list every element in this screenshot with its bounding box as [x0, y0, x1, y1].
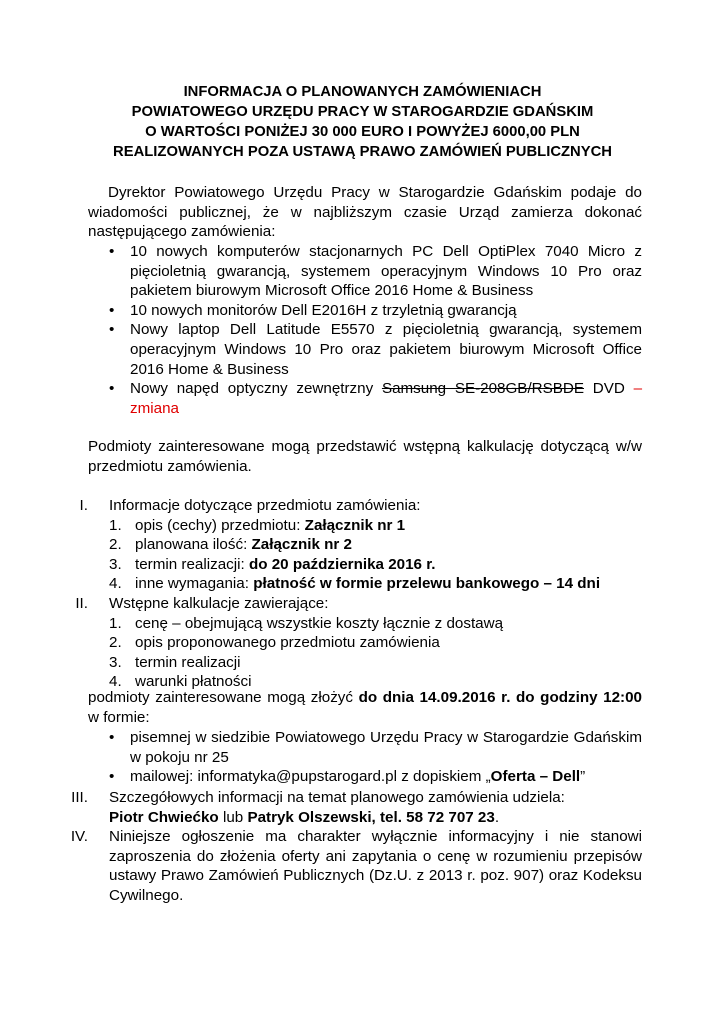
item-number: 1. [109, 614, 122, 632]
section-heading: Wstępne kalkulacje zawierające: [109, 595, 329, 612]
document-title [60, 82, 665, 162]
order-items-list [109, 242, 642, 418]
submission-deadline: do dnia 14.09.2016 r. do godziny 12:00 [358, 689, 642, 706]
submission-prefix: podmioty zainteresowane mogą złożyć [88, 689, 359, 706]
submission-form-item: • pisemnej w siedzibie Powiatowego Urzędu Pracy w Starogardzie Gdańskim w pokoju nr 25 [109, 728, 642, 767]
numbered-item [109, 574, 642, 594]
title-line: POWIATOWEGO URZĘDU PRACY W STAROGARDZIE GDAŃSKIM [131, 104, 594, 120]
item-number: 3. [109, 653, 122, 671]
contact-person: Patryk Olszewski [247, 808, 372, 826]
item-label: cenę – obejmującą wszystkie koszty łącznie z dostawą [135, 614, 504, 632]
order-item-prefix: Nowy napęd optyczny zewnętrzny [130, 380, 382, 398]
order-item: • Nowy laptop Dell Latitude E5570 z pięcioletnią gwarancją, systemem operacyjnym Windows 10 Pro oraz pakietem biurowym Microsoft Office 2016 Home & Business [109, 320, 642, 379]
item-label: opis proponowanego przedmiotu zamówienia [135, 634, 440, 652]
item-number: 3. [109, 555, 122, 573]
contact-phone: , tel. 58 72 707 23 [371, 808, 495, 826]
order-item-middle: DVD [584, 380, 634, 398]
section-numeral: III. [71, 789, 88, 806]
interest-paragraph: Podmioty zainteresowane mogą przedstawić wstępną kalkulację dotyczącą w/w przedmiotu zamówienia. [88, 438, 642, 475]
order-item [109, 379, 642, 418]
item-number: 2. [109, 634, 122, 652]
section-body [109, 594, 642, 692]
submission-paragraph [88, 688, 642, 727]
intro-paragraph: Dyrektor Powiatowego Urzędu Pracy w Starogardzie Gdańskim podaje do wiadomości publicznej, że w najbliższym czasie Urząd zamierza dokonać następującego zamówienia: [88, 184, 642, 241]
item-number: 4. [109, 575, 122, 593]
struck-model: Samsung SE-208GB/RSBDE [381, 380, 584, 398]
numbered-item [109, 653, 642, 673]
item-label: termin realizacji [135, 653, 241, 671]
numbered-item [109, 535, 642, 555]
section-numeral: IV. [70, 828, 88, 845]
contact-person: Piotr Chwiećko [109, 808, 219, 826]
email-subject: Oferta – Dell [490, 768, 581, 786]
section-body [109, 496, 642, 594]
numbered-item [109, 614, 642, 634]
item-number: 2. [109, 536, 122, 554]
change-note: – zmiana [130, 380, 643, 417]
email-prefix: mailowej: informatyka@pupstarogard.pl z dopiskiem „ [130, 768, 491, 786]
contact-line [109, 808, 642, 828]
numbered-item [109, 633, 642, 653]
section-heading: Szczegółowych informacji na temat planowego zamówienia udziela: [109, 789, 565, 806]
item-label: termin realizacji: [135, 555, 249, 573]
email-suffix: ” [580, 768, 586, 786]
item-label: warunki płatności [135, 673, 252, 691]
title-line: REALIZOWANYCH POZA USTAWĄ PRAWO ZAMÓWIEŃ PUBLICZNYCH [113, 144, 612, 160]
section-numeral: II. [75, 595, 88, 612]
section-body: Niniejsze ogłoszenie ma charakter wyłącznie informacyjny i nie stanowi zaproszenia do złożenia oferty ani zapytania o cenę w rozumieniu przepisów ustawy Prawo Zamówień Publicznych (Dz.U. z 2013 r. poz. 907) oraz Kodeksu Cywilnego. [109, 828, 642, 904]
order-item: • 10 nowych monitorów Dell E2016H z trzyletnią gwarancją [109, 301, 642, 321]
numbered-item [109, 555, 642, 575]
item-value: płatność w formie przelewu bankowego – 14 dni [253, 575, 601, 593]
numbered-item [109, 516, 642, 536]
submission-suffix: w formie: [88, 708, 150, 726]
title-line: INFORMACJA O PLANOWANYCH ZAMÓWIENIACH [183, 84, 542, 100]
section-body [109, 788, 642, 827]
title-line: O WARTOŚCI PONIŻEJ 30 000 EURO I POWYŻEJ 6000,00 PLN [145, 124, 580, 140]
item-number: 1. [109, 516, 122, 534]
submission-forms-list [109, 728, 642, 787]
item-number: 4. [109, 673, 122, 691]
section-numeral: I. [79, 497, 88, 514]
contact-or: lub [218, 808, 248, 826]
item-label: inne wymagania: [135, 575, 254, 593]
item-label: planowana ilość: [135, 536, 252, 554]
item-value: Załącznik nr 1 [304, 516, 406, 534]
item-label: opis (cechy) przedmiotu: [135, 516, 305, 534]
submission-form-item [109, 767, 642, 787]
item-value: do 20 października 2016 r. [248, 555, 436, 573]
contact-dot: . [494, 808, 500, 826]
item-value: Załącznik nr 2 [251, 536, 352, 554]
section-heading: Informacje dotyczące przedmiotu zamówienia: [109, 497, 421, 514]
order-item: • 10 nowych komputerów stacjonarnych PC Dell OptiPlex 7040 Micro z pięcioletnią gwarancją, systemem operacyjnym Windows 10 Pro oraz pakietem biurowym Microsoft Office 2016 Home & Business [109, 242, 642, 301]
